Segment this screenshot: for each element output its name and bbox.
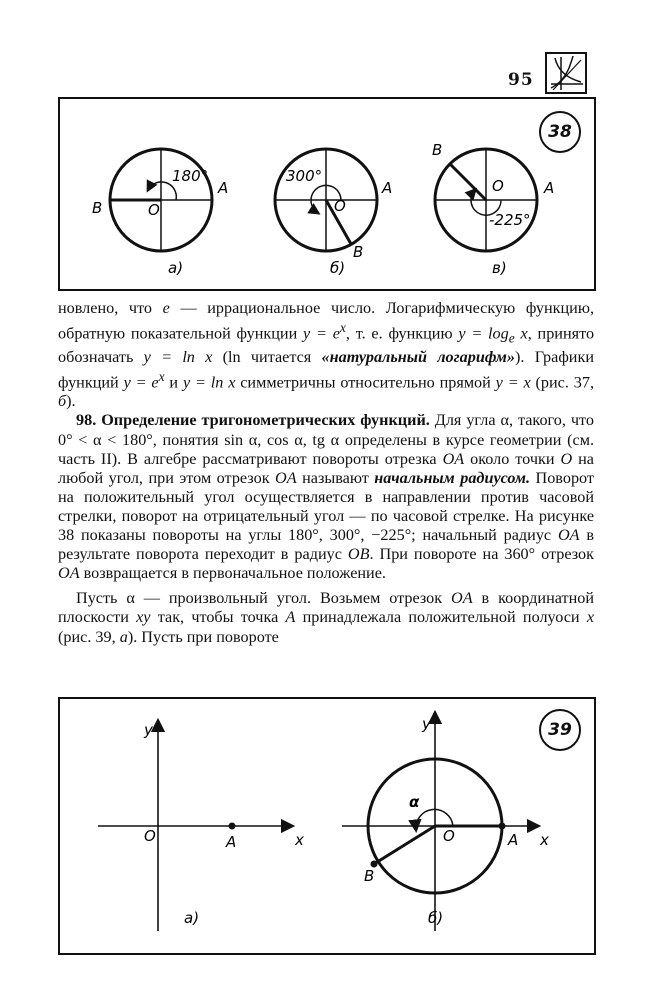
- fig38c-angle: -225°: [489, 211, 531, 229]
- fig38a-angle: 180°: [172, 167, 209, 185]
- fig38a-caption: a): [168, 259, 184, 277]
- figure-39: [58, 697, 596, 955]
- function-graphs-icon: [545, 52, 587, 94]
- fig39a-axis-y: y: [144, 721, 153, 739]
- figure-38-panel-c: [435, 149, 537, 251]
- fig39b-axis-x: x: [540, 831, 549, 849]
- fig38a-label-B: B: [92, 199, 103, 217]
- fig39b-label-A: A: [508, 831, 519, 849]
- fig38b-angle: 300°: [286, 167, 323, 185]
- paragraph-1: новлено, что e — иррациональное число. Логарифмическую функцию, обратную показательной функции $y = e^x$, т. е. функцию $y = \log_e x$, принято обозначать y = ln x (ln читается «натуральный логарифм»). Графики функций $y = e^x$ и y = ln x симметричны относительно прямой y = x (рис. 37, б).: [58, 299, 595, 411]
- fig39b-label-B: B: [364, 867, 375, 885]
- section-heading: 98. Определение тригонометрических функций.: [76, 411, 430, 430]
- fig38a-label-A: A: [218, 179, 229, 197]
- figure-38-badge: 38: [539, 111, 581, 153]
- fig39b-angle: α: [409, 793, 420, 811]
- fig38b-label-A: A: [382, 179, 393, 197]
- fig39b-label-O: O: [443, 827, 455, 845]
- fig38c-label-O: O: [492, 177, 504, 195]
- figure-39-drawing: [60, 699, 594, 953]
- fig39a-label-O: O: [144, 827, 156, 845]
- fig38c-label-B: B: [432, 141, 443, 159]
- fig39b-caption: б): [428, 909, 444, 927]
- figure-39-panel-a: [98, 721, 292, 931]
- term-initial-radius: начальным радиусом.: [374, 468, 531, 487]
- figure-38-panel-a: [110, 149, 212, 251]
- fig39b-axis-y: y: [422, 715, 431, 733]
- fig39a-label-A: A: [226, 833, 237, 851]
- paragraph-3: Пусть α — произвольный угол. Возьмем отрезок OA в координатной плоскости xy так, чтобы точка A принадлежала положительной полуоси x (рис. 39, а). Пусть при повороте: [58, 589, 595, 646]
- figure-38-panel-b: [275, 149, 377, 251]
- paragraph-2: 98. Определение тригонометрических функций. Для угла α, такого, что 0° < α < 180°, понятия sin α, cos α, tg α определены в курсе геометрии (см. часть II). В алгебре рассматривают повороты отрезка OA около точки O на любой угол, при этом отрезок OA называют начальным радиусом. Поворот на положительный угол осуществляется в направлении против часовой стрелки, поворот на отрицательный угол — по часовой стрелке. На рисунке 38 показаны повороты на углы 180°, 300°, −225°; начальный радиус OA в результате поворота переходит в радиус OB. При повороте на 360° отрезок OA возвращается в первоначальное положение.: [58, 411, 594, 583]
- fig39a-caption: a): [184, 909, 200, 927]
- fig39a-axis-x: x: [295, 831, 304, 849]
- figure-38: [58, 97, 596, 291]
- figure-39-panel-b: [342, 713, 538, 931]
- fig38a-label-O: O: [148, 201, 160, 219]
- fig38b-label-O: O: [334, 197, 346, 215]
- fig38b-caption: б): [330, 259, 346, 277]
- fig38c-label-A: A: [544, 179, 555, 197]
- figure-39-badge: 39: [539, 709, 581, 751]
- figure-38-drawing: [60, 99, 594, 289]
- fig38c-caption: в): [492, 259, 507, 277]
- fig38b-label-B: B: [353, 243, 364, 261]
- body-text: [58, 299, 594, 647]
- page-number: 95: [508, 70, 534, 90]
